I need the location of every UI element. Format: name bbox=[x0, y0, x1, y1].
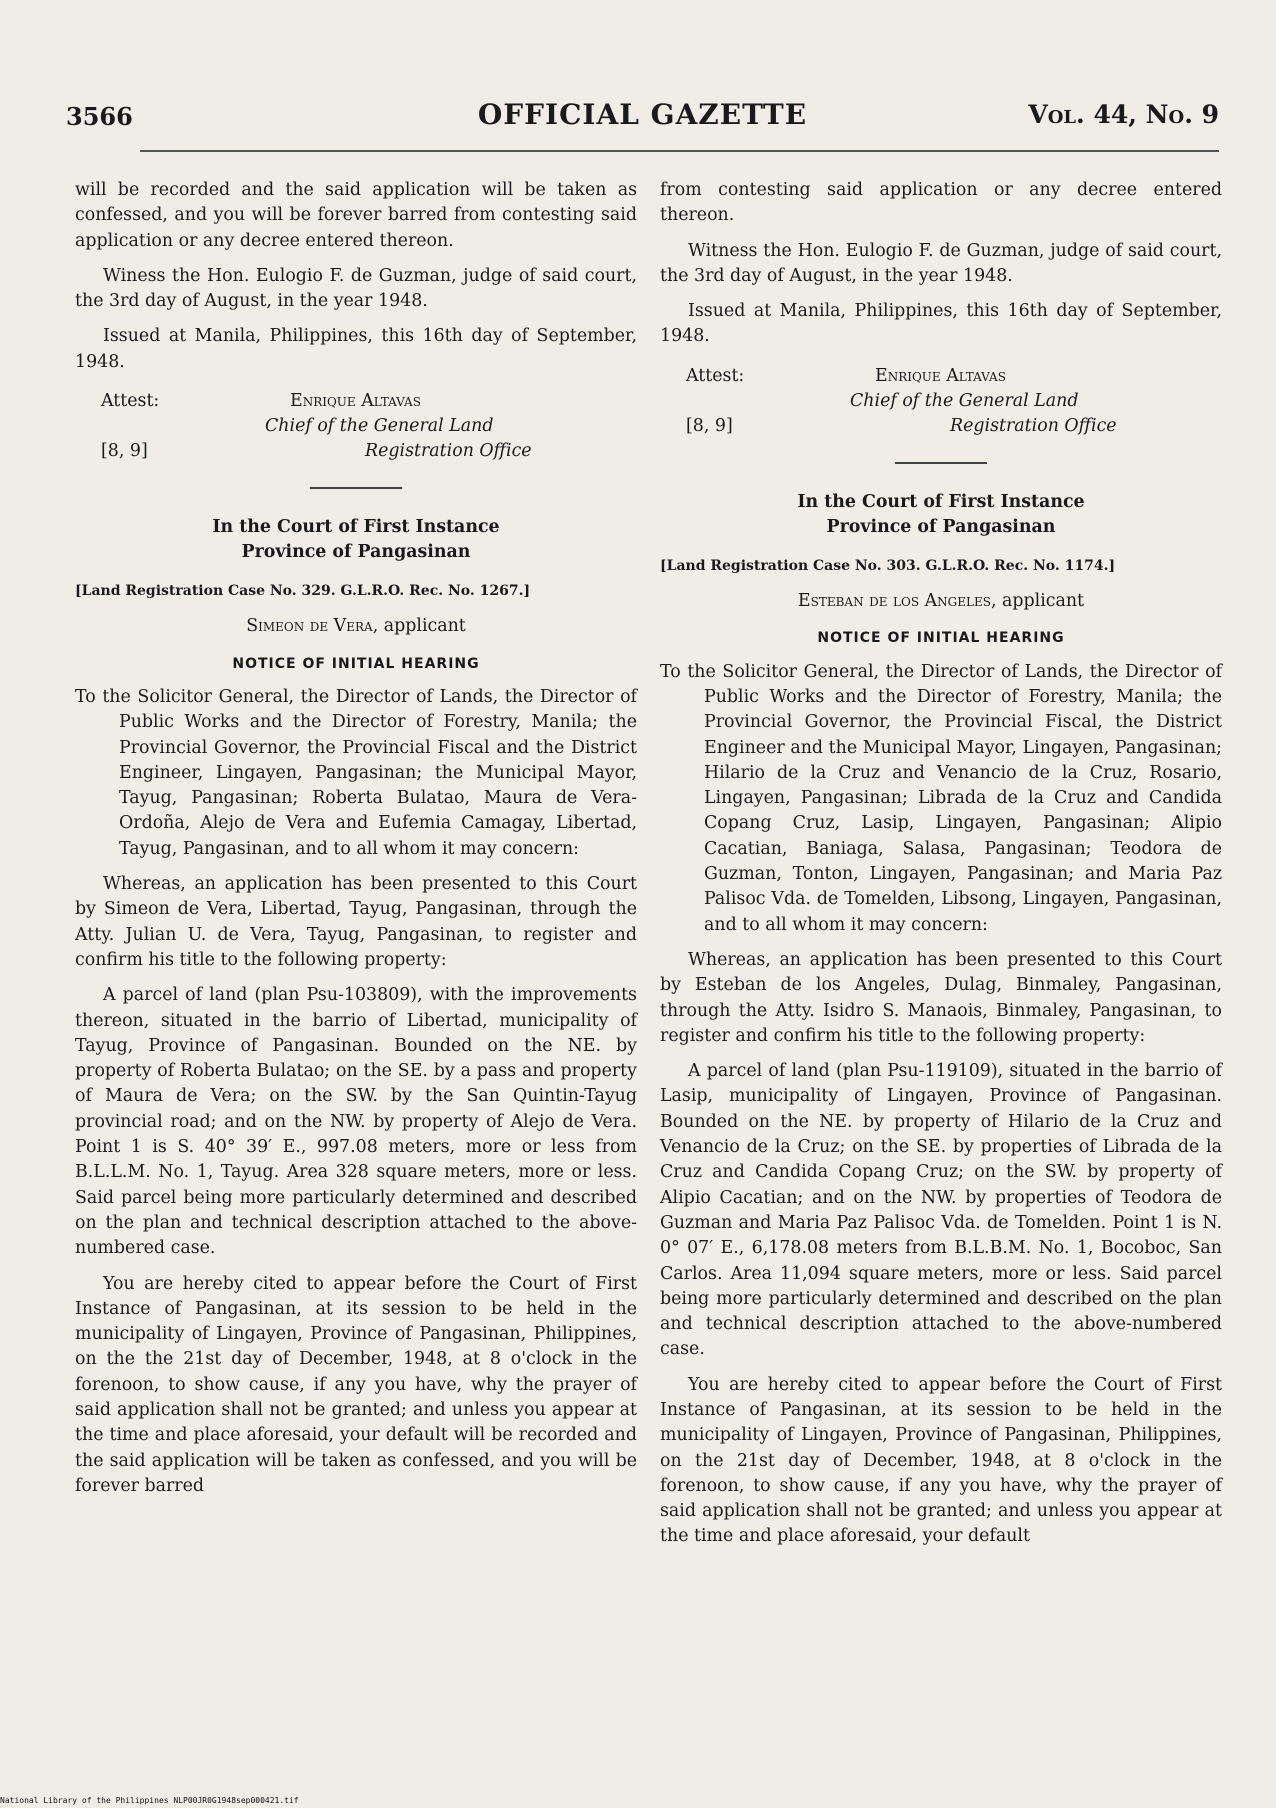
applicant-line bbox=[660, 589, 1222, 614]
court-heading: In the Court of First Instance bbox=[797, 491, 1085, 512]
citation-paragraph: You are hereby cited to appear before the Court of First Instance of Pangasinan, at its session to be held in the municipality of Lingayen, Province of Pangasinan, Philippines, on the the 21st day of December, 1948, at 8 o'clock in the forenoon, to show cause, if any you have, why the prayer of said application shall not be granted; and unless you appear at the time and place aforesaid, your default will be recorded and the said application will be taken as confessed, and you will be forever barred bbox=[75, 1273, 637, 1496]
addressees-paragraph: To the Solicitor General, the Director of Lands, the Director of Public Works and the Director of Forestry, Manila; the Provincial Governor, the Provincial Fiscal and the District Engineer, Lingayen, Pangasinan; the Municipal Mayor, Tayug, Pangasinan; Roberta Bulatao, Maura de Vera-Ordoña, Alejo de Vera and Eufemia Camagay, Libertad, Tayug, Pangasinan, and to all whom it may concern: bbox=[75, 686, 637, 859]
issued-paragraph: Issued at Manila, Philippines, this 16th day of September, 1948. bbox=[75, 326, 637, 372]
parcel-paragraph: A parcel of land (plan Psu-103809), with the improvements thereon, situated in the barrio of Libertad, municipality of Tayug, Province of Pangasinan. Bounded on the NE. by property of Roberta Bulatao; on the SE. by a pass and property of Maura de Vera; on the SW. by the San Quintin-Tayug provincial road; and on the NW. by property of Alejo de Vera. Point 1 is S. 40° 39′ E., 997.08 meters, more or less from B.L.L.M. No. 1, Tayug. Area 328 square meters, more or less. Said parcel being more particularly determined and described on the plan and technical description attached to the above-numbered case. bbox=[75, 985, 637, 1259]
addressees-paragraph: To the Solicitor General, the Director of Lands, the Director of Public Works and the Director of Forestry, Manila; the Provincial Governor, the Provincial Fiscal, the District Engineer and the Municipal Mayor, Lingayen, Pangasinan; Hilario de la Cruz and Venancio de la Cruz, Rosario, Lingayen, Pangasinan; Librada de la Cruz and Candida Copang Cruz, Lasip, Lingayen, Pangasinan; Alipio Cacatian, Baniaga, Salasa, Pangasinan; Teodora de Guzman, Tonton, Lingayen, Pangasinan; and Maria Paz Palisoc Vda. de Tomelden, Libsong, Lingayen, Pangasinan, and to all whom it may concern: bbox=[660, 661, 1222, 935]
attest-block bbox=[75, 389, 637, 465]
court-heading: In the Court of First Instance bbox=[212, 517, 500, 538]
citation-paragraph: You are hereby cited to appear before the Court of First Instance of Pangasinan, at its session to be held in the municipality of Lingayen, Province of Pangasinan, Philippines, on the 21st day of December, 1948, at 8 o'clock in the forenoon, to show cause, if any you have, why the prayer of said application shall not be granted; and unless you appear at the time and place aforesaid, your default bbox=[660, 1374, 1222, 1547]
notice-heading: NOTICE OF INITIAL HEARING bbox=[232, 655, 480, 672]
parcel-paragraph: A parcel of land (plan Psu-119109), situated in the barrio of Lasip, municipality of Lingayen, Province of Pangasinan. Bounded on the NE. by property of Hilario de la Cruz and Venancio de la Cruz; on the SE. by properties of Librada de la Cruz and Candida Copang Cruz; on the SW. by property of Alipio Cacatian; and on the NW. by properties of Teodora de Guzman and Maria Paz Palisoc Vda. de Tomelden. Point 1 is N. 0° 07′ E., 6,178.08 meters from B.L.B.M. No. 1, Bocoboc, San Carlos. Area 11,094 square meters, more or less. Said parcel being more particularly determined and described on the plan and technical description attached to the above-numbered case. bbox=[660, 1061, 1222, 1360]
signer-office: Registration Office bbox=[365, 441, 532, 462]
applicant-line bbox=[75, 614, 637, 639]
notice-heading: NOTICE OF INITIAL HEARING bbox=[817, 630, 1065, 647]
whereas-paragraph: Whereas, an application has been presented to this Court by Esteban de los Angeles, Dulag, Binmaley, Pangasinan, through the Atty. Isidro S. Manaois, Binmaley, Pangasinan, to register and confirm his title to the following property: bbox=[660, 949, 1222, 1046]
province-heading: Province of Pangasinan bbox=[826, 516, 1056, 537]
applicant-suffix: , applicant bbox=[990, 591, 1085, 612]
case-reference: [Land Registration Case No. 329. G.L.R.O. Rec. No. 1267.] bbox=[75, 583, 531, 600]
applicant-name: Simeon de Vera bbox=[246, 616, 373, 637]
paragraph: from contesting said application or any decree entered thereon. bbox=[660, 180, 1222, 226]
right-column bbox=[660, 178, 1222, 1560]
witness-paragraph: Winess the Hon. Eulogio F. de Guzman, judge of said court, the 3rd day of August, in the year 1948. bbox=[75, 265, 637, 312]
case-reference: [Land Registration Case No. 303. G.L.R.O. Rec. No. 1174.] bbox=[660, 557, 1116, 574]
header-rule bbox=[140, 150, 1219, 152]
whereas-paragraph: Whereas, an application has been presented to this Court by Simeon de Vera, Libertad, Tayug, Pangasinan, through the Atty. Julian U. de Vera, Tayug, Pangasinan, to register and confirm his title to the following property: bbox=[75, 874, 637, 970]
applicant-suffix: , applicant bbox=[372, 616, 466, 637]
signer-office: Registration Office bbox=[950, 415, 1117, 436]
signer-title: Chief of the General Land bbox=[265, 416, 494, 437]
signer-title: Chief of the General Land bbox=[850, 390, 1079, 411]
attest-block bbox=[660, 364, 1222, 440]
applicant-name: Esteban de los Angeles bbox=[797, 591, 991, 612]
reference-number: [8, 9] bbox=[101, 441, 148, 462]
signer-name: Enrique Altavas bbox=[290, 391, 421, 412]
reference-number: [8, 9] bbox=[686, 415, 733, 436]
issued-paragraph: Issued at Manila, Philippines, this 16th day of September, 1948. bbox=[660, 301, 1222, 347]
scan-footer: National Library of the Philippines NLP00JR0G1948sep000421.tif bbox=[0, 1796, 299, 1805]
page-header bbox=[66, 96, 1219, 136]
volume-label: Vol. 44, No. 9 bbox=[1028, 100, 1219, 129]
province-heading: Province of Pangasinan bbox=[241, 542, 471, 563]
section-divider bbox=[310, 487, 402, 489]
publication-title: OFFICIAL GAZETTE bbox=[477, 98, 808, 131]
page-number: 3566 bbox=[66, 102, 133, 131]
left-column bbox=[75, 178, 637, 1509]
attest-label: Attest: bbox=[101, 391, 160, 412]
attest-label: Attest: bbox=[686, 365, 745, 386]
signer-name: Enrique Altavas bbox=[875, 365, 1006, 386]
section-divider bbox=[895, 462, 987, 464]
witness-paragraph: Witness the Hon. Eulogio F. de Guzman, judge of said court, the 3rd day of August, in the year 1948. bbox=[660, 240, 1222, 286]
paragraph: will be recorded and the said application will be taken as confessed, and you will be forever barred from contesting said application or any decree entered thereon. bbox=[75, 180, 637, 251]
